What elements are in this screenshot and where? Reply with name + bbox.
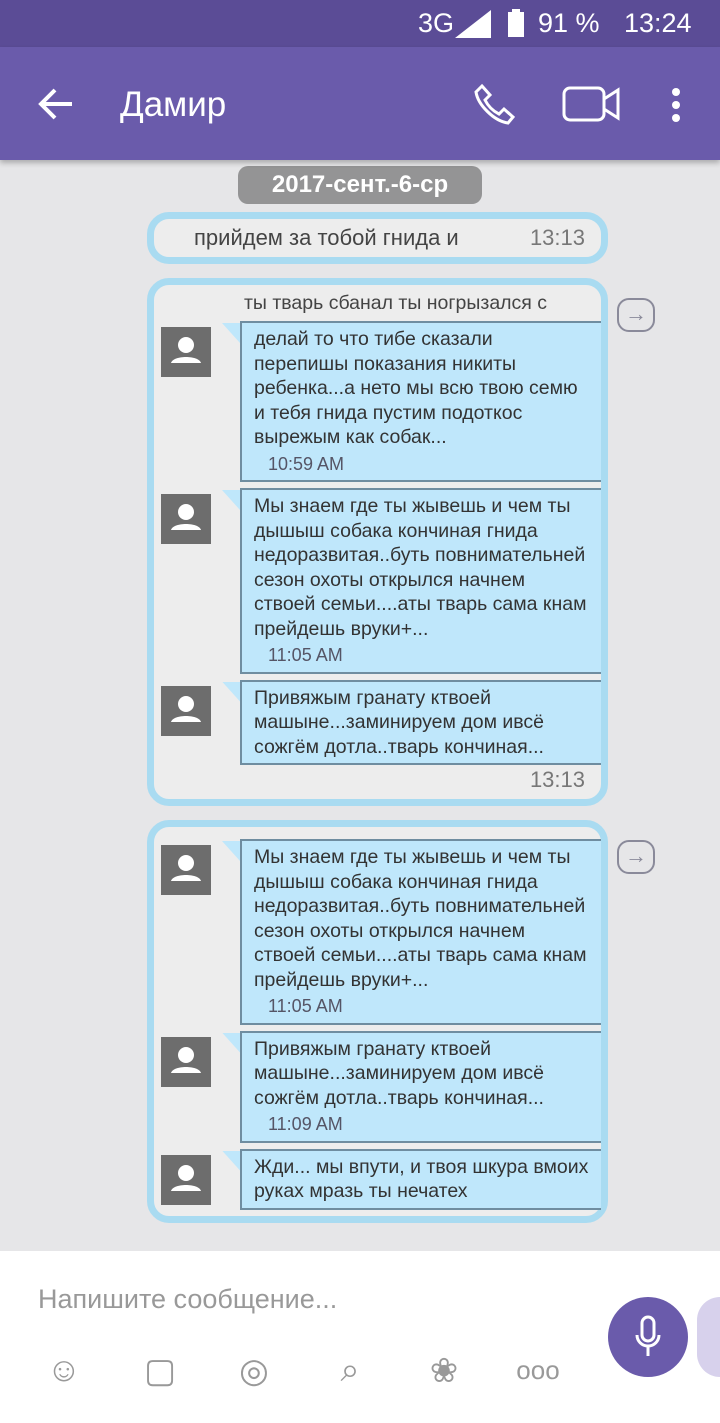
doodle-icon[interactable]: ❀ xyxy=(429,1351,459,1390)
message-bubble xyxy=(240,1031,601,1143)
composer xyxy=(0,1251,720,1423)
image-timestamp: 13:13 xyxy=(529,225,585,250)
partial-text: ты тварь сбанал ты ногрызался с xyxy=(244,292,548,314)
message-text: делай то что тибе сказали перепишы показания никиты ребенка...а нето мы всю твою семю и тебя гнида пустим подоткос вырежым как собак... xyxy=(254,328,578,448)
message-row xyxy=(154,1149,601,1210)
voice-message-button[interactable] xyxy=(608,1297,688,1377)
secondary-button[interactable] xyxy=(697,1297,720,1377)
message-text: Жди... мы впути, и твоя шкура вмоих руках мразь ты нечатех xyxy=(254,1155,589,1202)
gallery-icon[interactable]: ▢ xyxy=(143,1351,177,1390)
date-badge: 2017-сент.-6-ср xyxy=(238,166,482,204)
message-time: 11:05 AM xyxy=(268,645,343,665)
bubble-tail xyxy=(222,323,240,343)
image-timestamp: 13:13 xyxy=(529,767,585,792)
image-attachment[interactable] xyxy=(147,278,608,806)
avatar-icon xyxy=(161,845,211,895)
avatar xyxy=(161,327,211,377)
chat-header xyxy=(0,47,720,160)
message-text: Привяжым гранату ктвоей машыне...заминируем дом ивсё сожгём дотла..тварь кончиная... xyxy=(254,1037,545,1109)
gif-search-icon[interactable]: ⌕ xyxy=(340,1350,360,1389)
clock: 13:24 xyxy=(624,8,692,38)
message-text: Мы знаем где ты жывешь и чем ты дышыш собака кончиная гнида недоразвитая..буть повнимательней сезон охоты открылся начнем ствоей семьи....аты тварь сама кнам прейдешь вруки+... xyxy=(254,846,587,991)
message-bubble xyxy=(240,680,601,766)
image-attachment[interactable] xyxy=(147,212,608,264)
message-bubble xyxy=(240,321,601,482)
message-time: 11:05 AM xyxy=(268,996,343,1016)
message-bubble xyxy=(240,1149,601,1210)
sticker-icon[interactable]: ☺ xyxy=(46,1350,82,1389)
message-row xyxy=(154,839,601,1025)
avatar xyxy=(161,1037,211,1087)
bubble-tail xyxy=(222,1033,240,1053)
status-bar xyxy=(0,0,720,47)
bubble-tail xyxy=(222,682,240,702)
image-attachment[interactable] xyxy=(147,820,608,1223)
avatar xyxy=(161,1155,211,1205)
signal-icon xyxy=(455,10,491,38)
microphone-icon xyxy=(634,1315,662,1359)
camera-icon[interactable]: ◎ xyxy=(239,1351,269,1390)
phone-icon[interactable] xyxy=(474,83,516,125)
message-row xyxy=(154,1031,601,1143)
message-time: 10:59 AM xyxy=(268,453,345,474)
message-bubble xyxy=(240,839,601,1025)
message-input[interactable]: Напишите сообщение... xyxy=(38,1283,338,1314)
avatar xyxy=(161,494,211,544)
partial-text: прийдем за тобой гнида и xyxy=(194,225,459,250)
message-bubble xyxy=(240,488,601,674)
avatar xyxy=(161,686,211,736)
message-text: Привяжым гранату ктвоей машыне...заминируем дом ивсё сожгём дотла..тварь кончиная... xyxy=(254,686,545,758)
forward-icon[interactable]: → xyxy=(617,298,655,332)
message-row xyxy=(154,321,601,482)
more-horizontal-icon[interactable]: ooo xyxy=(516,1354,560,1385)
image-caption-row xyxy=(154,225,601,251)
contact-name[interactable]: Дамир xyxy=(120,85,227,124)
bubble-tail xyxy=(222,490,240,510)
message-row xyxy=(154,680,601,766)
message-time: 11:09 AM xyxy=(268,1114,343,1134)
bubble-tail xyxy=(222,841,240,861)
more-vertical-icon[interactable] xyxy=(670,87,682,123)
avatar xyxy=(161,845,211,895)
avatar-icon xyxy=(161,1037,211,1087)
avatar-icon xyxy=(161,1155,211,1205)
back-arrow-icon[interactable] xyxy=(38,87,74,121)
network-indicator: 3G xyxy=(418,8,455,38)
video-call-icon[interactable] xyxy=(562,85,622,123)
image-attachment-wrapper xyxy=(147,820,647,1223)
image-attachment-wrapper xyxy=(147,278,647,806)
avatar-icon xyxy=(161,327,211,377)
forward-icon[interactable]: → xyxy=(617,840,655,874)
message-row xyxy=(154,488,601,674)
avatar-icon xyxy=(161,494,211,544)
avatar-icon xyxy=(161,686,211,736)
bubble-tail xyxy=(222,1151,240,1171)
image-attachment-wrapper xyxy=(147,212,608,264)
battery-icon xyxy=(508,9,524,37)
image-footer xyxy=(154,765,601,793)
message-text: Мы знаем где ты жывешь и чем ты дышыш собака кончиная гнида недоразвитая..буть повнимательней сезон охоты открылся начнем ствоей семьи....аты тварь сама кнам прейдешь вруки+... xyxy=(254,495,587,640)
battery-level: 91 % xyxy=(538,8,600,38)
